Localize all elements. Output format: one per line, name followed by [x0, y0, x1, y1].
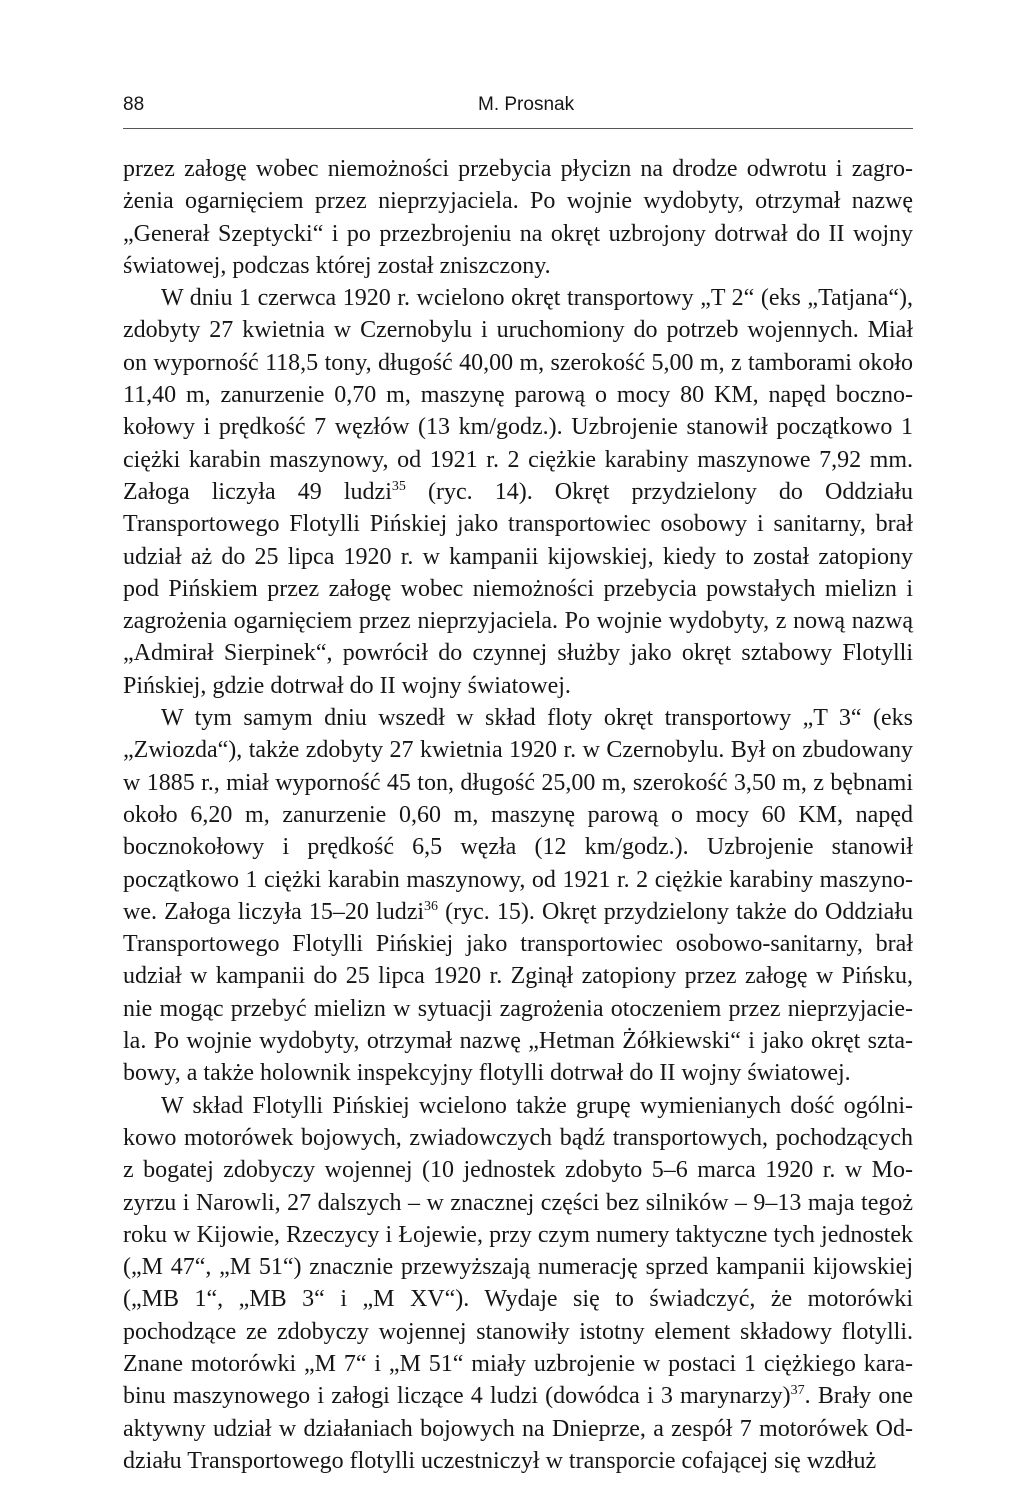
- paragraph-text: (ryc. 14). Okręt przydzielony do Oddziału Transportowego Flotylli Pińskiej jako transportowiec osobowy i sanitarny, brał udział aż do 25 lipca 1920 r. w kampanii kijowskiej, kiedy to został zatopiony pod Pińskiem przez załogę wobec niemożności przebycia powstałych mielizn i zagrożenia ogarnięciem przez nieprzyjaciela. Po wojnie wydobyty, z nową nazwą „Admirał Sierpinek“, powrócił do czynnej służby jako okręt sztabowy Flotylli Pińskiej, gdzie dotrwał do II wojny światowej.: [123, 478, 913, 699]
- page-header: [123, 93, 913, 119]
- paragraph: [123, 702, 913, 1090]
- paragraph-text: W skład Flotylli Pińskiej wcielono także grupę wymienianych dość ogólnikowo motorówek bojowych, zwiadowczych bądź transportowych, pochodzących z bogatej zdobyczy wojennej (10 jednostek zdobyto 5–6 marca 1920 r. w Mozyrzu i Narowli, 27 dalszych – w znacznej części bez silników – 9–13 maja tegoż roku w Kijowie, Rzeczycy i Łojewie, przy czym numery taktyczne tych jednostek („M 47“, „M 51“) znacznie przewyższają numerację sprzed kampanii kijowskiej („MB 1“, „MB 3“ i „M XV“). Wydaje się to świadczyć, że motorówki pochodzące ze zdobyczy wojennej stanowiły istotny element składowy flotylli. Znane motorówki „M 7“ i „M 51“ miały uzbrojenie w postaci 1 ciężkiego karabinu maszynowego i załogi liczące 4 ludzi (dowódca i 3 marynarzy): [123, 1092, 913, 1410]
- page-number: 88: [123, 94, 145, 115]
- running-head: M. Prosnak: [478, 94, 575, 115]
- footnote-ref: 36: [424, 898, 439, 914]
- paragraph-text: W dniu 1 czerwca 1920 r. wcielono okręt transportowy „T 2“ (eks „Tatjana“), zdobyty 27 kwietnia w Czernobylu i uruchomiony do potrzeb wojennych. Miał on wyporność 118,5 tony, długość 40,00 m, szerokość 5,00 m, z tamborami około 11,40 m, zanurzenie 0,70 m, maszynę parową o mocy 80 KM, napęd bocznokołowy i prędkość 7 węzłów (13 km/godz.). Uzbrojenie stanowił początkowo 1 ciężki karabin maszynowy, od 1921 r. 2 ciężkie karabiny maszynowe 7,92 mm. Załoga liczyła 49 ludzi: [123, 285, 913, 505]
- paragraph: [123, 282, 913, 702]
- paragraph-text: (ryc. 15). Okręt przydzielony także do Oddziału Transportowego Flotylli Pińskiej jako transportowiec osobowo-sanitarny, brał udział w kampanii do 25 lipca 1920 r. Zginął zatopiony przez załogę w Pińsku, nie mogąc przebyć mielizn w sytuacji zagrożenia otoczeniem przez nieprzyjaciela. Po wojnie wydobyty, otrzymał nazwę „Hetman Żółkiewski“ i jako okręt sztabowy, a także holownik inspekcyjny flotylli dotrwał do II wojny światowej.: [123, 898, 913, 1087]
- header-rule: [123, 128, 913, 129]
- paragraph: [123, 153, 913, 282]
- footnote-ref: 37: [790, 1383, 805, 1399]
- paragraph-text: przez załogę wobec niemożności przebycia płycizn na drodze odwrotu i zagrożenia ogarnięciem przez nieprzyjaciela. Po wojnie wydobyty, otrzymał nazwę „Generał Szeptycki“ i po przezbrojeniu na okręt uzbrojony dotrwał do II wojny światowej, podczas której został zniszczony.: [123, 156, 913, 279]
- paragraph-text: W tym samym dniu wszedł w skład floty okręt transportowy „T 3“ (eks „Zwiozda“), także zdobyty 27 kwietnia 1920 r. w Czernobylu. Był on zbudowany w 1885 r., miał wyporność 45 ton, długość 25,00 m, szerokość 3,50 m, z bębnami około 6,20 m, zanurzenie 0,60 m, maszynę parową o mocy 60 KM, napęd bocznokołowy i prędkość 6,5 węzła (12 km/godz.). Uzbrojenie stanowił początkowo 1 ciężki karabin maszynowy, od 1921 r. 2 ciężkie karabiny maszynowe. Załoga liczyła 15–20 ludzi: [123, 705, 913, 925]
- paragraph: [123, 1090, 913, 1478]
- body-text: [123, 153, 913, 1477]
- paragraph-text: . Brały one aktywny udział w działaniach bojowych na Dnieprze, a zespół 7 motorówek Oddziału Transportowego flotylli uczestniczył w transporcie cofającej się wzdłuż: [123, 1383, 913, 1474]
- footnote-ref: 35: [391, 478, 406, 494]
